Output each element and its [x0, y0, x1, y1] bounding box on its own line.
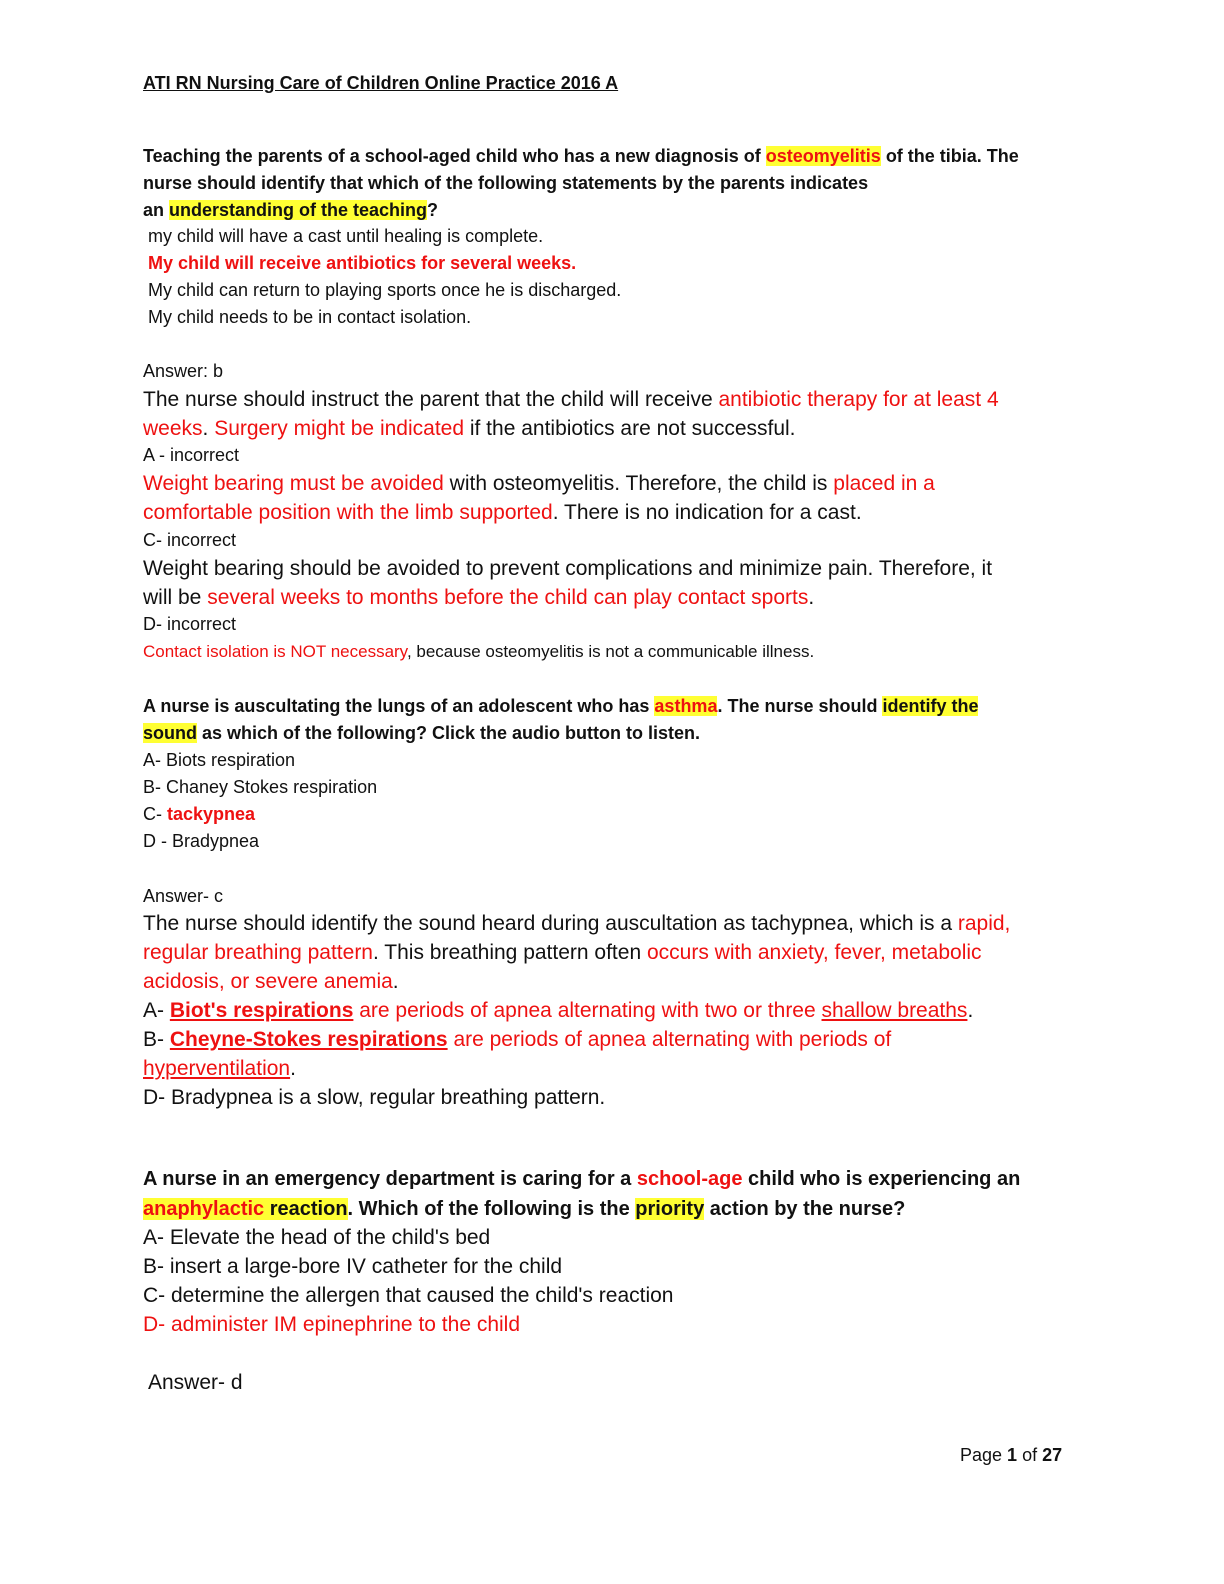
q1-option-a: my child will have a cast until healing is complete. — [148, 226, 544, 246]
q2-rationale-red: rapid, — [957, 912, 1011, 935]
q2-rationale-line-1 — [143, 909, 1074, 938]
q1-option-b-correct: My child will receive antibiotics for several weeks. — [148, 253, 577, 273]
q3-stem-text: . Which of the following is the — [347, 1198, 636, 1220]
q2-rationale-line-2 — [143, 938, 1074, 967]
q2-answer: Answer- c — [143, 886, 224, 906]
q1-a-explanation — [143, 469, 1074, 527]
q1-rationale-red: Surgery might be indicated — [214, 417, 465, 440]
q2-options — [143, 747, 1074, 855]
q1-a-text: . There is no indication for a cast. — [552, 501, 862, 524]
q2-rationale-b-label: B- — [143, 1028, 170, 1051]
q1-rationale-text: if the antibiotics are not successful. — [464, 417, 796, 440]
q2-option-d: D - Bradypnea — [143, 831, 260, 851]
q3-red-anaphylactic: anaphylactic — [143, 1198, 265, 1220]
q2-term-hyperventilation: hyperventilation — [143, 1057, 291, 1080]
q3-stem — [143, 1164, 1074, 1224]
q1-highlight-osteomyelitis: osteomyelitis — [765, 146, 881, 166]
q2-rationale-a — [143, 996, 1074, 1025]
q1-stem-text: ? — [427, 200, 439, 220]
q3-option-c: C- determine the allergen that caused the child's reaction — [143, 1284, 674, 1307]
q1-a-red: placed in a — [833, 472, 935, 495]
q1-option-d: My child needs to be in contact isolation. — [148, 307, 472, 327]
q1-option-c: My child can return to playing sports once he is discharged. — [148, 280, 622, 300]
q3-option-d-correct: D- administer IM epinephrine to the child — [143, 1313, 521, 1336]
q2-stem-line-2 — [143, 720, 1074, 747]
q2-highlight-sound: sound — [143, 723, 197, 743]
q1-d-text: , because osteomyelitis is not a communicable illness. — [406, 642, 815, 661]
q1-answer: Answer: b — [143, 361, 224, 381]
q1-rationale-line-1 — [143, 385, 1074, 414]
q3-stem-line-2 — [143, 1194, 1074, 1224]
q1-c-text: . — [808, 586, 815, 609]
q1-a-red: comfortable position with the limb supported — [143, 501, 553, 524]
q2-rationale-text: . This breathing pattern often — [373, 941, 647, 964]
q3-stem-text: action by the nurse? — [704, 1198, 906, 1220]
page-number-prefix: Page — [960, 1445, 1008, 1465]
q1-stem — [143, 143, 1074, 224]
q2-term-biots: Biot's respirations — [169, 999, 354, 1022]
q2-highlight-asthma: asthma — [654, 696, 718, 716]
document-title: ATI RN Nursing Care of Children Online Practice 2016 A — [143, 73, 619, 93]
q1-stem-text: Teaching the parents of a school-aged child who has a new diagnosis of — [143, 146, 766, 166]
q1-a-line-1 — [143, 469, 1074, 498]
q2-stem-text: . The nurse should — [717, 696, 883, 716]
q3-options — [143, 1223, 1074, 1339]
q2-stem-line-1 — [143, 693, 1074, 720]
q2-term-shallow-breaths: shallow breaths — [821, 999, 968, 1022]
q1-a-line-2 — [143, 498, 1074, 527]
q3-stem-text: reaction — [264, 1198, 348, 1220]
q2-stem — [143, 693, 1074, 747]
q3-highlight-priority: priority — [635, 1198, 705, 1220]
q1-stem-line-1 — [143, 143, 1074, 170]
q2-rationale-d: D- Bradypnea is a slow, regular breathing pattern. — [143, 1086, 606, 1109]
q1-d-red: Contact isolation is NOT necessary — [143, 642, 407, 661]
q2-rationale-text: . — [967, 999, 974, 1022]
q1-c-red: several weeks to months before the child can play contact sports — [207, 586, 809, 609]
q1-rationale-red: antibiotic therapy for at least 4 — [718, 388, 999, 411]
q2-stem-text: A nurse is auscultating the lungs of an adolescent who has — [143, 696, 655, 716]
q2-option-c-correct — [143, 801, 1074, 828]
q2-rationale-red: regular breathing pattern — [143, 941, 373, 964]
q1-rationale — [143, 385, 1074, 443]
page-number-current: 1 — [1007, 1445, 1018, 1465]
q1-stem-line-3 — [143, 197, 1074, 224]
page-number-of: of — [1017, 1445, 1043, 1465]
q2-rationale-line-3 — [143, 967, 1074, 996]
q3-stem-text: A nurse in an emergency department is caring for a — [143, 1168, 637, 1190]
q2-rationale-b-line-2 — [143, 1054, 1074, 1083]
q1-c-line-2 — [143, 583, 1074, 612]
q1-c-explanation — [143, 554, 1074, 612]
q3-stem-text: child who is experiencing an — [742, 1168, 1021, 1190]
q2-rationale-a-label: A- — [143, 999, 170, 1022]
q1-stem-line-2: nurse should identify that which of the following statements by the parents indicates — [143, 173, 869, 193]
q2-stem-text: as which of the following? Click the audio button to listen. — [197, 723, 700, 743]
q2-rationale — [143, 909, 1074, 1112]
q1-rationale-red: weeks — [143, 417, 203, 440]
q2-option-a: A- Biots respiration — [143, 750, 296, 770]
q1-d-label: D- incorrect — [143, 614, 237, 634]
q1-stem-text: of the tibia. The — [880, 146, 1019, 166]
q3-option-b: B- insert a large-bore IV catheter for the child — [143, 1255, 563, 1278]
q1-a-label: A - incorrect — [143, 445, 240, 465]
q2-rationale-red: occurs with anxiety, fever, metabolic — [646, 941, 982, 964]
q2-option-b: B- Chaney Stokes respiration — [143, 777, 378, 797]
q2-rationale-red: are periods of apnea alternating with periods of — [447, 1028, 892, 1051]
q1-a-text: with osteomyelitis. Therefore, the child is — [443, 472, 834, 495]
q1-rationale-text: . — [202, 417, 215, 440]
q2-rationale-text: . — [392, 970, 399, 993]
q2-option-c-text: tackypnea — [167, 804, 256, 824]
q2-rationale-text: . — [290, 1057, 296, 1080]
q1-c-text: will be — [143, 586, 208, 609]
q2-rationale-red: acidosis, or severe anemia — [143, 970, 393, 993]
q1-c-line-1: Weight bearing should be avoided to prevent complications and minimize pain. Therefore, it — [143, 557, 993, 580]
q3-highlight-anaphylactic — [143, 1198, 348, 1220]
q3-red-school-age: school-age — [636, 1168, 743, 1190]
q1-a-red: Weight bearing must be avoided — [143, 472, 444, 495]
q1-c-label: C- incorrect — [143, 530, 237, 550]
q2-rationale-text: The nurse should identify the sound heard during auscultation as tachypnea, which is a — [143, 912, 958, 935]
q1-stem-text: an — [143, 200, 170, 220]
q2-rationale-b — [143, 1025, 1074, 1054]
page-number-total: 27 — [1042, 1445, 1063, 1465]
q2-term-cheyne-stokes: Cheyne-Stokes respirations — [169, 1028, 448, 1051]
q2-highlight-identify: identify the — [882, 696, 979, 716]
q3-answer: Answer- d — [148, 1371, 243, 1394]
q3-stem-line-1 — [143, 1164, 1074, 1194]
q1-d-explanation — [143, 638, 1074, 665]
q2-rationale-red: are periods of apnea alternating with two or three — [353, 999, 822, 1022]
q2-option-c-label: C- — [143, 804, 167, 824]
q1-rationale-line-2 — [143, 414, 1074, 443]
q1-highlight-understanding: understanding of the teaching — [169, 200, 428, 220]
q3-option-a: A- Elevate the head of the child's bed — [143, 1226, 491, 1249]
q1-rationale-text: The nurse should instruct the parent that the child will receive — [143, 388, 719, 411]
page-number — [960, 1445, 1062, 1466]
q1-options — [143, 223, 1074, 331]
